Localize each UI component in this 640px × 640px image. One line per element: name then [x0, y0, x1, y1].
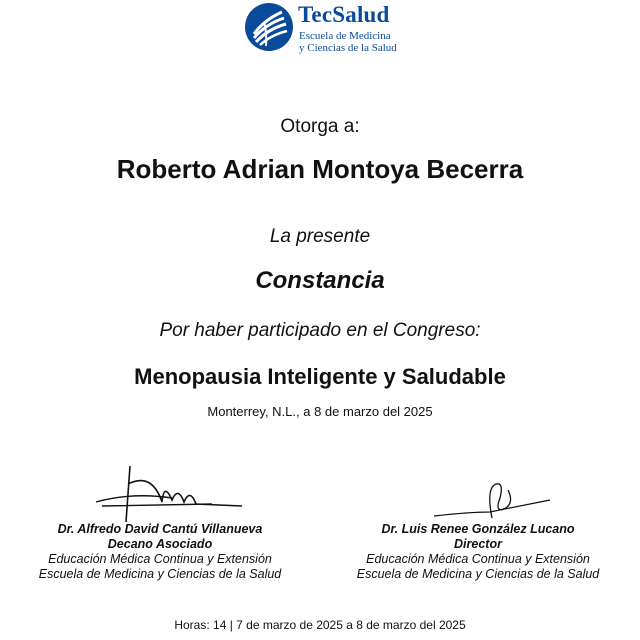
- signatory-role: Decano Asociado: [107, 537, 213, 551]
- event-name: Menopausia Inteligente y Saludable: [134, 364, 506, 389]
- recipient-name: Roberto Adrian Montoya Becerra: [116, 154, 524, 184]
- signature-right-icon: [430, 478, 560, 528]
- signatory-right: [318, 522, 638, 582]
- signatory-name: Dr. Luis Renee González Lucano: [381, 522, 575, 536]
- participation-reason: Por haber participado en el Congreso:: [159, 320, 481, 341]
- tecsalud-emblem-icon: [244, 2, 294, 52]
- logo-subtitle-line2: y Ciencias de la Salud: [299, 42, 397, 54]
- logo-title: TecSalud: [298, 2, 390, 27]
- signatory-dept: Educación Médica Continua y Extensión: [48, 552, 272, 566]
- document-type: Constancia: [255, 267, 385, 294]
- awarded-to-label: Otorga a:: [280, 116, 360, 137]
- signatory-role: Director: [454, 537, 502, 551]
- tecsalud-logo: [244, 2, 404, 54]
- logo-subtitle-line1: Escuela de Medicina: [299, 30, 391, 42]
- place-date: Monterrey, N.L., a 8 de marzo del 2025: [207, 404, 433, 419]
- signatory-school: Escuela de Medicina y Ciencias de la Salud: [38, 567, 282, 581]
- signatory-left: [0, 522, 320, 582]
- signatory-name: Dr. Alfredo David Cantú Villanueva: [57, 522, 263, 536]
- hours-line: Horas: 14 | 7 de marzo de 2025 a 8 de marzo del 2025: [174, 618, 466, 632]
- present-label: La presente: [269, 226, 371, 247]
- signatory-dept: Educación Médica Continua y Extensión: [366, 552, 590, 566]
- signatory-school: Escuela de Medicina y Ciencias de la Salud: [356, 567, 600, 581]
